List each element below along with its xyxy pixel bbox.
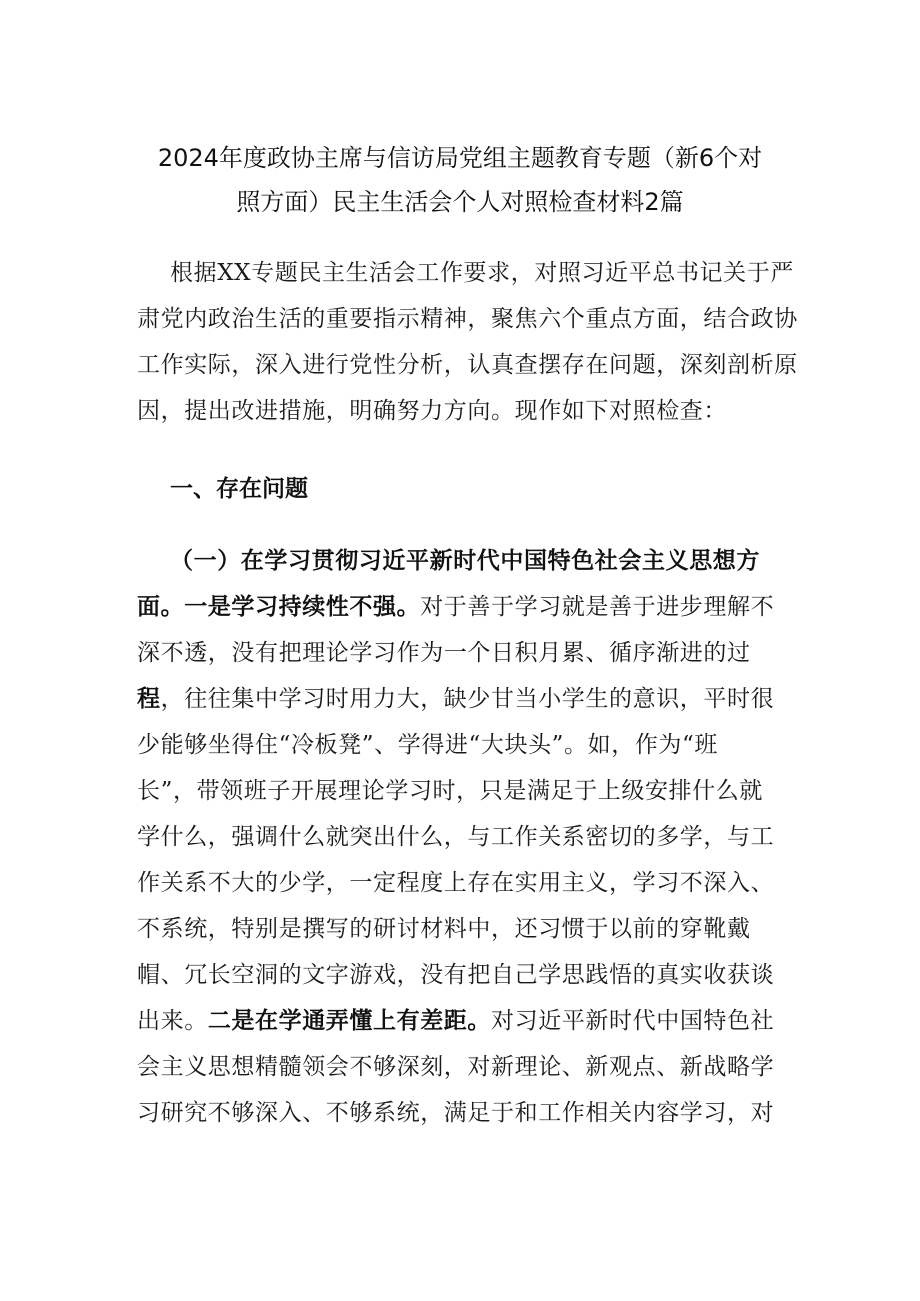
subsection-heading: （一）在学习贯彻习近平新时代中国特色社会主义思想方 — [170, 548, 760, 574]
paragraph-line-10: 帽、冗长空洞的文字游戏，没有把自己学思践悟的真实收获谈 — [137, 962, 775, 988]
paragraph-line-5: 少能够坐得住“冷板凳”、学得进“大块头”。如，作为“班 — [137, 732, 718, 758]
bold-run: 程 — [137, 686, 161, 712]
section-heading-problems: 一、存在问题 — [170, 476, 308, 502]
paragraph-line-6: 长”，带领班子开展理论学习时，只是满足于上级安排什么就 — [137, 778, 763, 804]
paragraph-line-9: 不系统，特别是撰写的研讨材料中，还习惯于以前的穿靴戴 — [137, 916, 751, 942]
intro-line-1: 根据XX专题民主生活会工作要求，对照习近平总书记关于严 — [170, 260, 794, 286]
paragraph-line-8: 作关系不大的少学，一定程度上存在实用主义，学习不深入、 — [137, 870, 775, 896]
paragraph-line-13: 习研究不够深入、不够系统，满足于和工作相关内容学习，对 — [137, 1100, 775, 1126]
bold-point-2: 二是在学通弄懂上有差距。 — [207, 1008, 492, 1034]
document-title-line-1: 2024年度政协主席与信访局党组主题教育专题（新6个对 — [157, 144, 763, 172]
paragraph-line-3: 深不透，没有把理论学习作为一个日积月累、循序渐进的过 — [137, 640, 751, 666]
text-run: ，往往集中学习时用力大，缺少甘当小学生的意识，平时很 — [160, 686, 775, 712]
paragraph-line-1 — [170, 538, 810, 584]
intro-line-2: 肃党内政治生活的重要指示精神，聚焦六个重点方面，结合政协 — [137, 306, 798, 332]
paragraph-line-7: 学什么，强调什么就突出什么，与工作关系密切的多学，与工 — [137, 824, 775, 850]
text-run: 出来。 — [137, 1008, 208, 1034]
bold-point-1: 面。一是学习持续性不强。 — [137, 594, 421, 620]
paragraph-line-2 — [137, 584, 777, 630]
text-run: 对习近平新时代中国特色社 — [491, 1008, 775, 1034]
paragraph-line-4 — [137, 676, 777, 722]
paragraph-line-12: 会主义思想精髓领会不够深刻，对新理论、新观点、新战略学 — [137, 1054, 775, 1080]
text-run: 对于善于学习就是善于进步理解不 — [420, 594, 775, 620]
document-title-line-2: 照方面）民主生活会个人对照检查材料2篇 — [236, 188, 684, 216]
paragraph-line-11 — [137, 998, 777, 1044]
intro-line-3: 工作实际，深入进行党性分析，认真查摆存在问题，深刻剖析原 — [137, 352, 798, 378]
intro-line-4: 因，提出改进措施，明确努力方向。现作如下对照检查： — [137, 398, 727, 424]
